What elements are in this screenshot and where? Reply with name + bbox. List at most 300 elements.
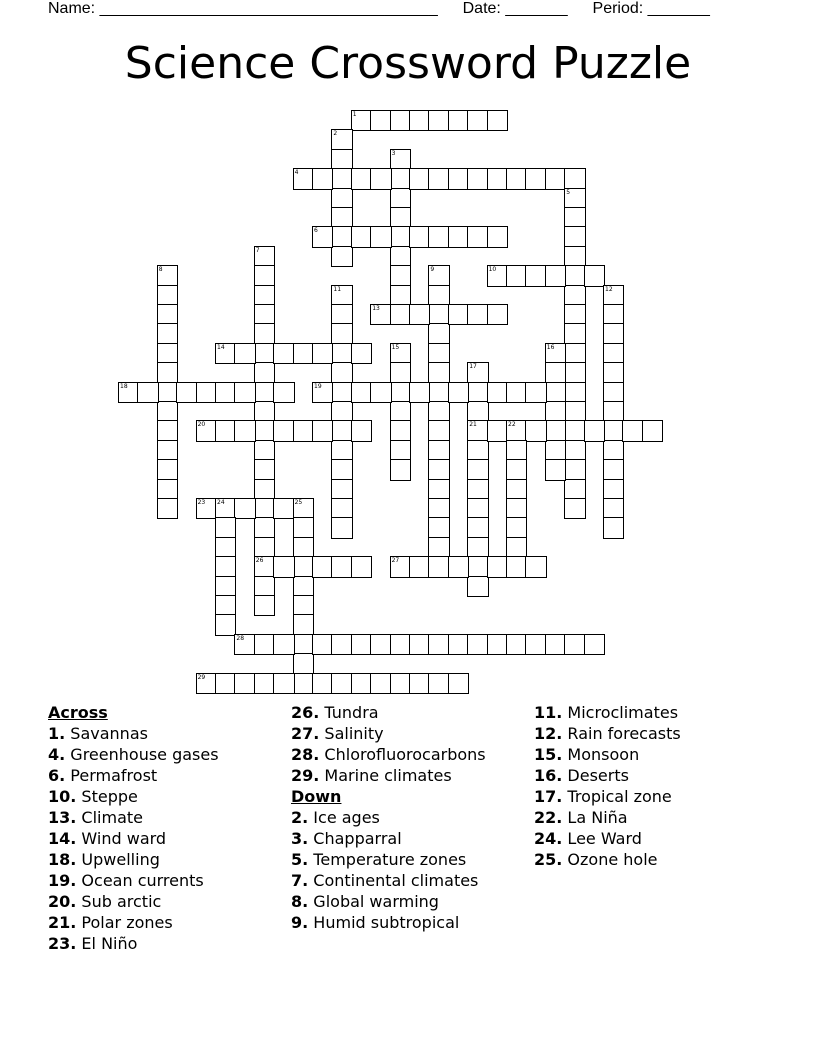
across-clue: [291, 744, 531, 765]
crossword-cell[interactable]: [157, 401, 178, 422]
crossword-cell[interactable]: [390, 110, 411, 131]
crossword-cell[interactable]: [215, 595, 236, 616]
crossword-cell[interactable]: [254, 304, 275, 325]
clue-text: Savannas: [65, 724, 148, 743]
crossword-cell[interactable]: [312, 634, 333, 655]
crossword-cell[interactable]: [390, 168, 411, 189]
crossword-cell[interactable]: [564, 207, 585, 228]
crossword-cell[interactable]: [351, 168, 372, 189]
crossword-cell[interactable]: [467, 537, 488, 558]
crossword-cell[interactable]: [390, 401, 411, 422]
crossword-cell[interactable]: [506, 517, 527, 538]
crossword-cell[interactable]: [564, 265, 585, 286]
crossword-cell[interactable]: [487, 382, 508, 403]
across-clue: [48, 828, 288, 849]
crossword-cell[interactable]: [254, 343, 275, 364]
crossword-cell[interactable]: [525, 634, 546, 655]
crossword-cell[interactable]: [370, 634, 391, 655]
crossword-cell[interactable]: [312, 420, 333, 441]
date-field[interactable]: Date: _______: [462, 0, 568, 17]
clue-number: 6.: [48, 766, 66, 785]
crossword-cell[interactable]: [254, 595, 275, 616]
crossword-cell[interactable]: [370, 168, 391, 189]
crossword-cell[interactable]: [603, 343, 624, 364]
crossword-cell[interactable]: [157, 440, 178, 461]
crossword-cell[interactable]: [157, 285, 178, 306]
down-clue: [291, 849, 531, 870]
crossword-cell[interactable]: [564, 362, 585, 383]
crossword-cell[interactable]: [293, 343, 314, 364]
crossword-cell[interactable]: [331, 479, 352, 500]
crossword-cell[interactable]: [293, 556, 314, 577]
crossword-cell[interactable]: [196, 382, 217, 403]
crossword-cell[interactable]: [428, 634, 449, 655]
crossword-cell[interactable]: [234, 382, 255, 403]
crossword-cell[interactable]: [351, 343, 372, 364]
clue-number: 29.: [291, 766, 320, 785]
crossword-cell[interactable]: [157, 304, 178, 325]
crossword-cell[interactable]: [428, 226, 449, 247]
crossword-cell[interactable]: [331, 168, 352, 189]
crossword-cell[interactable]: [428, 537, 449, 558]
clue-text: Tundra: [319, 703, 379, 722]
crossword-cell[interactable]: [448, 110, 469, 131]
crossword-cell[interactable]: [293, 653, 314, 674]
across-clue: [48, 744, 288, 765]
crossword-cell[interactable]: [467, 517, 488, 538]
crossword-cell[interactable]: [564, 304, 585, 325]
crossword-cell[interactable]: [390, 362, 411, 383]
across-clue: [48, 807, 288, 828]
crossword-cell[interactable]: [564, 246, 585, 267]
crossword-cell[interactable]: [331, 343, 352, 364]
crossword-cell[interactable]: [564, 634, 585, 655]
crossword-cell[interactable]: [312, 168, 333, 189]
crossword-cell[interactable]: [331, 382, 352, 403]
crossword-cell[interactable]: [487, 110, 508, 131]
crossword-cell[interactable]: [545, 362, 566, 383]
crossword-cell[interactable]: [390, 188, 411, 209]
clue-text: Ice ages: [308, 808, 380, 827]
crossword-cell[interactable]: [331, 440, 352, 461]
crossword-cell[interactable]: [584, 634, 605, 655]
clue-number: 1.: [48, 724, 66, 743]
crossword-cell[interactable]: [331, 323, 352, 344]
crossword-cell[interactable]: [390, 382, 411, 403]
clue-number-label: 22: [508, 421, 516, 429]
crossword-cell[interactable]: [506, 440, 527, 461]
crossword-cell[interactable]: [331, 634, 352, 655]
crossword-cell[interactable]: [487, 226, 508, 247]
clue-number-label: 9: [430, 266, 435, 274]
crossword-cell[interactable]: [293, 614, 314, 635]
crossword-cell[interactable]: [273, 556, 294, 577]
crossword-cell[interactable]: [215, 382, 236, 403]
crossword-cell[interactable]: [603, 304, 624, 325]
crossword-cell[interactable]: [293, 576, 314, 597]
crossword-cell[interactable]: [351, 556, 372, 577]
crossword-cell[interactable]: [603, 440, 624, 461]
crossword-cell[interactable]: [390, 304, 411, 325]
crossword-cell[interactable]: [506, 459, 527, 480]
crossword-cell[interactable]: [564, 459, 585, 480]
crossword-cell[interactable]: [428, 110, 449, 131]
clue-number-label: 21: [469, 421, 477, 429]
crossword-cell[interactable]: [390, 420, 411, 441]
clue-text: Humid subtropical: [308, 913, 460, 932]
crossword-cell[interactable]: [409, 634, 430, 655]
crossword-cell[interactable]: [390, 226, 411, 247]
crossword-cell[interactable]: [293, 595, 314, 616]
crossword-cell[interactable]: [428, 382, 449, 403]
crossword-cell[interactable]: [157, 362, 178, 383]
crossword-cell[interactable]: [428, 673, 449, 694]
crossword-cell[interactable]: [157, 343, 178, 364]
crossword-cell[interactable]: [603, 420, 624, 441]
crossword-cell[interactable]: [603, 479, 624, 500]
crossword-cell[interactable]: [331, 420, 352, 441]
crossword-cell[interactable]: [331, 207, 352, 228]
down-clue: [291, 807, 531, 828]
down-clue: [534, 807, 774, 828]
clue-number: 27.: [291, 724, 320, 743]
crossword-cell[interactable]: [370, 382, 391, 403]
crossword-cell[interactable]: [234, 498, 255, 519]
crossword-cell[interactable]: [584, 420, 605, 441]
crossword-cell[interactable]: [467, 382, 488, 403]
crossword-cell[interactable]: [564, 401, 585, 422]
crossword-cell[interactable]: [254, 517, 275, 538]
crossword-cell[interactable]: [390, 634, 411, 655]
crossword-cell[interactable]: [467, 110, 488, 131]
crossword-cell[interactable]: [564, 440, 585, 461]
crossword-cell[interactable]: [215, 576, 236, 597]
crossword-cell[interactable]: [506, 479, 527, 500]
crossword-cell[interactable]: [409, 382, 430, 403]
crossword-cell[interactable]: [331, 246, 352, 267]
crossword-cell[interactable]: [642, 420, 663, 441]
clue-text: Ozone hole: [562, 850, 658, 869]
crossword-cell[interactable]: [254, 382, 275, 403]
clue-text: Ocean currents: [76, 871, 204, 890]
crossword-cell[interactable]: [564, 226, 585, 247]
crossword-cell[interactable]: [545, 420, 566, 441]
crossword-cell[interactable]: [525, 556, 546, 577]
crossword-cell[interactable]: [215, 517, 236, 538]
crossword-cell[interactable]: [564, 479, 585, 500]
crossword-cell[interactable]: [603, 498, 624, 519]
crossword-cell[interactable]: [331, 226, 352, 247]
crossword-cell[interactable]: [254, 537, 275, 558]
clue-text: Wind ward: [76, 829, 167, 848]
crossword-cell[interactable]: [331, 304, 352, 325]
crossword-cell[interactable]: [467, 168, 488, 189]
crossword-cell[interactable]: [254, 362, 275, 383]
crossword-cell[interactable]: [370, 226, 391, 247]
crossword-cell[interactable]: [254, 498, 275, 519]
crossword-cell[interactable]: [564, 498, 585, 519]
crossword-cell[interactable]: [273, 673, 294, 694]
crossword-cell[interactable]: [176, 382, 197, 403]
crossword-cell[interactable]: [409, 556, 430, 577]
crossword-cell[interactable]: [545, 634, 566, 655]
crossword-cell[interactable]: [312, 343, 333, 364]
crossword-cell[interactable]: [545, 401, 566, 422]
crossword-cell[interactable]: [273, 343, 294, 364]
clue-text: Climate: [76, 808, 143, 827]
clue-number-label: 25: [294, 499, 303, 506]
crossword-cell[interactable]: [603, 362, 624, 383]
crossword-cell[interactable]: [545, 168, 566, 189]
clue-number-label: 16: [546, 343, 555, 351]
crossword-cell[interactable]: [622, 420, 643, 441]
crossword-cell[interactable]: [215, 556, 236, 577]
crossword-cell[interactable]: [448, 226, 469, 247]
crossword-cell[interactable]: [351, 420, 372, 441]
clue-column-1: [48, 702, 288, 954]
crossword-cell[interactable]: [487, 304, 508, 325]
crossword-cell[interactable]: [370, 110, 391, 131]
clue-number-label: 7: [255, 246, 260, 254]
crossword-cell[interactable]: [312, 556, 333, 577]
down-clue: [534, 702, 774, 723]
clue-text: Sub arctic: [76, 892, 162, 911]
crossword-cell[interactable]: [293, 537, 314, 558]
clue-number: 11.: [534, 703, 563, 722]
crossword-cell[interactable]: [331, 556, 352, 577]
crossword-cell[interactable]: [448, 168, 469, 189]
crossword-cell[interactable]: [487, 556, 508, 577]
crossword-cell[interactable]: [390, 459, 411, 480]
crossword-cell[interactable]: [448, 556, 469, 577]
crossword-cell[interactable]: [564, 323, 585, 344]
clue-number-label: 12: [605, 285, 613, 293]
clue-number-label: 5: [566, 188, 571, 196]
crossword-cell[interactable]: [525, 265, 546, 286]
crossword-cell[interactable]: [390, 673, 411, 694]
crossword-cell[interactable]: [603, 517, 624, 538]
crossword-cell[interactable]: [428, 304, 449, 325]
clue-text: El Niño: [76, 934, 138, 953]
name-field[interactable]: Name: ______________________________________: [48, 0, 438, 17]
crossword-cell[interactable]: [254, 673, 275, 694]
clue-number-label: 2: [333, 130, 338, 138]
crossword-cell[interactable]: [428, 440, 449, 461]
crossword-cell[interactable]: [525, 382, 546, 403]
crossword-cell[interactable]: [428, 420, 449, 441]
crossword-cell[interactable]: [467, 401, 488, 422]
crossword-cell[interactable]: [487, 420, 508, 441]
clue-number-label: 27: [391, 557, 400, 565]
crossword-cell[interactable]: [254, 401, 275, 422]
crossword-cell[interactable]: [545, 382, 566, 403]
across-clue: [291, 702, 531, 723]
clue-number-label: 10: [488, 266, 497, 274]
crossword-cell[interactable]: [234, 343, 255, 364]
crossword-cell[interactable]: [157, 420, 178, 441]
crossword-cell[interactable]: [331, 149, 352, 170]
crossword-cell[interactable]: [428, 168, 449, 189]
down-clue: [534, 765, 774, 786]
crossword-cell[interactable]: [370, 673, 391, 694]
crossword-cell[interactable]: [351, 673, 372, 694]
across-clue: [48, 933, 288, 954]
crossword-cell[interactable]: [545, 265, 566, 286]
clue-number: 25.: [534, 850, 563, 869]
crossword-cell[interactable]: [428, 459, 449, 480]
across-clue: [48, 912, 288, 933]
crossword-cell[interactable]: [351, 382, 372, 403]
crossword-cell[interactable]: [506, 537, 527, 558]
crossword-cell[interactable]: [331, 498, 352, 519]
crossword-cell[interactable]: [157, 459, 178, 480]
crossword-cell[interactable]: [467, 498, 488, 519]
crossword-cell[interactable]: [428, 498, 449, 519]
crossword-cell[interactable]: [545, 440, 566, 461]
crossword-cell[interactable]: [467, 556, 488, 577]
crossword-cell[interactable]: [390, 285, 411, 306]
clue-number-label: 23: [197, 499, 206, 506]
crossword-cell[interactable]: [293, 420, 314, 441]
crossword-cell[interactable]: [157, 382, 178, 403]
crossword-cell[interactable]: [564, 343, 585, 364]
crossword-cell[interactable]: [331, 517, 352, 538]
crossword-cell[interactable]: [254, 576, 275, 597]
crossword-cell[interactable]: [293, 673, 314, 694]
crossword-cell[interactable]: [428, 323, 449, 344]
crossword-cell[interactable]: [603, 401, 624, 422]
crossword-cell[interactable]: [506, 498, 527, 519]
crossword-cell[interactable]: [564, 382, 585, 403]
crossword-cell[interactable]: [254, 634, 275, 655]
crossword-cell[interactable]: [467, 226, 488, 247]
crossword-cell[interactable]: [487, 168, 508, 189]
crossword-cell[interactable]: [254, 265, 275, 286]
clue-number: 4.: [48, 745, 66, 764]
clue-number: 12.: [534, 724, 563, 743]
crossword-cell[interactable]: [467, 576, 488, 597]
clue-text: Upwelling: [76, 850, 160, 869]
clue-number-label: 11: [333, 285, 342, 293]
crossword-cell[interactable]: [448, 382, 469, 403]
crossword-cell[interactable]: [545, 459, 566, 480]
crossword-cell[interactable]: [564, 168, 585, 189]
crossword-cell[interactable]: [603, 323, 624, 344]
crossword-cell[interactable]: [273, 498, 294, 519]
crossword-cell[interactable]: [448, 304, 469, 325]
crossword-cell[interactable]: [273, 420, 294, 441]
crossword-cell[interactable]: [390, 207, 411, 228]
period-field[interactable]: Period: _______: [592, 0, 710, 17]
crossword-cell[interactable]: [215, 537, 236, 558]
crossword-cell[interactable]: [331, 401, 352, 422]
crossword-cell[interactable]: [215, 614, 236, 635]
crossword-cell[interactable]: [331, 362, 352, 383]
crossword-cell[interactable]: [564, 420, 585, 441]
crossword-cell[interactable]: [331, 459, 352, 480]
crossword-cell[interactable]: [390, 246, 411, 267]
crossword-cell[interactable]: [428, 517, 449, 538]
crossword-cell[interactable]: [409, 304, 430, 325]
crossword-cell[interactable]: [506, 634, 527, 655]
crossword-cell[interactable]: [448, 634, 469, 655]
crossword-cell[interactable]: [254, 323, 275, 344]
clue-number-label: 26: [255, 557, 264, 565]
clue-text: Monsoon: [562, 745, 640, 764]
crossword-cell[interactable]: [506, 168, 527, 189]
crossword-cell[interactable]: [351, 634, 372, 655]
crossword-cell[interactable]: [409, 673, 430, 694]
crossword-cell[interactable]: [487, 634, 508, 655]
crossword-cell[interactable]: [506, 265, 527, 286]
clue-number: 20.: [48, 892, 77, 911]
crossword-cell[interactable]: [254, 420, 275, 441]
crossword-cell[interactable]: [351, 226, 372, 247]
crossword-cell[interactable]: [390, 265, 411, 286]
crossword-cell[interactable]: [331, 188, 352, 209]
across-heading: Across: [48, 703, 108, 722]
clue-number-label: 3: [391, 149, 396, 157]
crossword-cell[interactable]: [293, 634, 314, 655]
crossword-cell[interactable]: [254, 285, 275, 306]
crossword-cell[interactable]: [428, 343, 449, 364]
crossword-cell[interactable]: [467, 440, 488, 461]
crossword-cell[interactable]: [293, 517, 314, 538]
clue-number-label: 4: [294, 169, 299, 177]
crossword-cell[interactable]: [157, 498, 178, 519]
crossword-cell[interactable]: [428, 479, 449, 500]
crossword-cell[interactable]: [428, 362, 449, 383]
crossword-cell[interactable]: [467, 304, 488, 325]
crossword-cell[interactable]: [448, 673, 469, 694]
crossword-cell[interactable]: [254, 459, 275, 480]
crossword-cell[interactable]: [331, 673, 352, 694]
crossword-cell[interactable]: [273, 634, 294, 655]
across-clue: [291, 765, 531, 786]
crossword-cell[interactable]: [157, 479, 178, 500]
crossword-cell[interactable]: [467, 459, 488, 480]
crossword-cell[interactable]: [603, 459, 624, 480]
crossword-cell[interactable]: [467, 634, 488, 655]
crossword-cell[interactable]: [215, 673, 236, 694]
crossword-cell[interactable]: [312, 673, 333, 694]
crossword-cell[interactable]: [273, 382, 294, 403]
crossword-cell[interactable]: [254, 479, 275, 500]
crossword-cell[interactable]: [409, 226, 430, 247]
crossword-cell[interactable]: [506, 556, 527, 577]
crossword-cell[interactable]: [409, 110, 430, 131]
down-clue: [534, 744, 774, 765]
crossword-cell[interactable]: [234, 673, 255, 694]
crossword-cell[interactable]: [234, 420, 255, 441]
crossword-cell[interactable]: [215, 420, 236, 441]
crossword-cell[interactable]: [157, 323, 178, 344]
crossword-cell[interactable]: [428, 401, 449, 422]
crossword-cell[interactable]: [564, 285, 585, 306]
crossword-cell[interactable]: [254, 440, 275, 461]
crossword-cell[interactable]: [584, 265, 605, 286]
crossword-cell[interactable]: [525, 168, 546, 189]
crossword-cell[interactable]: [137, 382, 158, 403]
crossword-cell[interactable]: [409, 168, 430, 189]
crossword-cell[interactable]: [603, 382, 624, 403]
crossword-cell[interactable]: [525, 420, 546, 441]
crossword-cell[interactable]: [467, 479, 488, 500]
crossword-cell[interactable]: [428, 285, 449, 306]
crossword-cell[interactable]: [506, 382, 527, 403]
crossword-cell[interactable]: [428, 556, 449, 577]
crossword-cell[interactable]: [390, 440, 411, 461]
